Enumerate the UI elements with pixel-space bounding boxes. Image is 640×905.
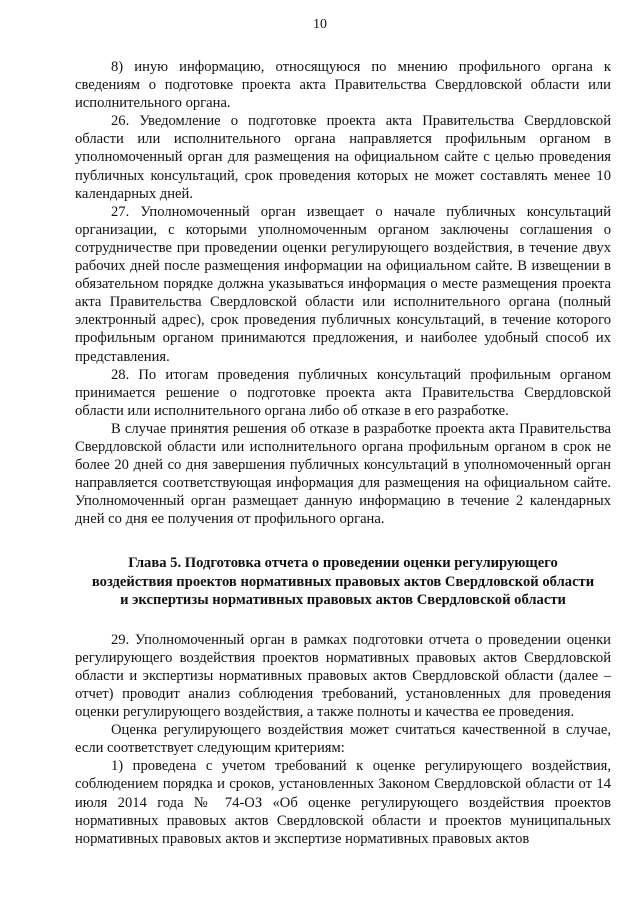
chapter-title-line-2: воздействия проектов нормативных правовых актов Свердловской области <box>91 573 595 590</box>
paragraph-criteria-1: 1) проведена с учетом требований к оценке регулирующего воздействия, соблюдением порядка и сроков, установленных Законом Свердловской области от 14 июля 2014 года № 74-ОЗ «Об оценке регулирующего воздействия проектов нормативных правовых актов Свердловской области и проектов муниципальных нормативных правовых актов и экспертизе нормативных правовых актов <box>75 758 611 847</box>
paragraph-item-8: 8) иную информацию, относящуюся по мнению профильного органа к сведениям о подготовке проекта акта Правительства Свердловской области или исполнительного органа. <box>75 59 611 112</box>
chapter-title-line-3: и экспертизы нормативных правовых актов Свердловской области <box>120 591 566 608</box>
chapter-title-line-1: Глава 5. Подготовка отчета о проведении оценки регулирующего <box>128 555 558 572</box>
paragraph-27: 27. Уполномоченный орган извещает о начале публичных консультаций организации, с которыми уполномоченным органом заключены соглашения о сотрудничестве при проведении оценки регулирующего воздействия, в течение двух рабочих дней после размещения информации на официальном сайте. В извещении в обязательном порядке должна указываться информация о месте размещения проекта акта Правительства Свердловской области или исполнительного органа (полный электронный адрес), срок проведения публичных консультаций, в течение которого профильным органом принимаются предложения, и наиболее удобный способ их представления. <box>75 203 611 365</box>
chapter-title <box>75 554 611 608</box>
document-body <box>75 58 611 848</box>
paragraph-quality: Оценка регулирующего воздействия может считаться качественной в случае, если соответствует следующим критериям: <box>75 722 611 757</box>
page-number: 10 <box>313 17 327 32</box>
paragraph-29: 29. Уполномоченный орган в рамках подготовки отчета о проведении оценки регулирующего воздействия проектов нормативных правовых актов Свердловской области и экспертизы нормативных правовых актов Свердловской области (далее – отчет) проводит анализ соблюдения требований, установленных для проведения оценки регулирующего воздействия, а также полноты и качества ее проведения. <box>75 631 611 721</box>
paragraph-28: 28. По итогам проведения публичных консультаций профильным органом принимается решение о подготовке проекта акта Правительства Свердловской области или исполнительного органа либо об отказе в его разработке. <box>75 366 611 419</box>
paragraph-26: 26. Уведомление о подготовке проекта акта Правительства Свердловской области или исполнительного органа направляется профильным органом в уполномоченный орган для размещения на официальном сайте с целью проведения публичных консультаций, срок проведения которых не может составлять менее 10 календарных дней. <box>75 113 611 202</box>
paragraph-refusal: В случае принятия решения об отказе в разработке проекта акта Правительства Свердловской области или исполнительного органа профильным органом в срок не более 20 дней со дня завершения публичных консультаций в уполномоченный орган направляется соответствующая информация для размещения на официальном сайте. Уполномоченный орган размещает данную информацию в течение 2 календарных дней со дня ее получения от профильного органа. <box>75 420 611 528</box>
